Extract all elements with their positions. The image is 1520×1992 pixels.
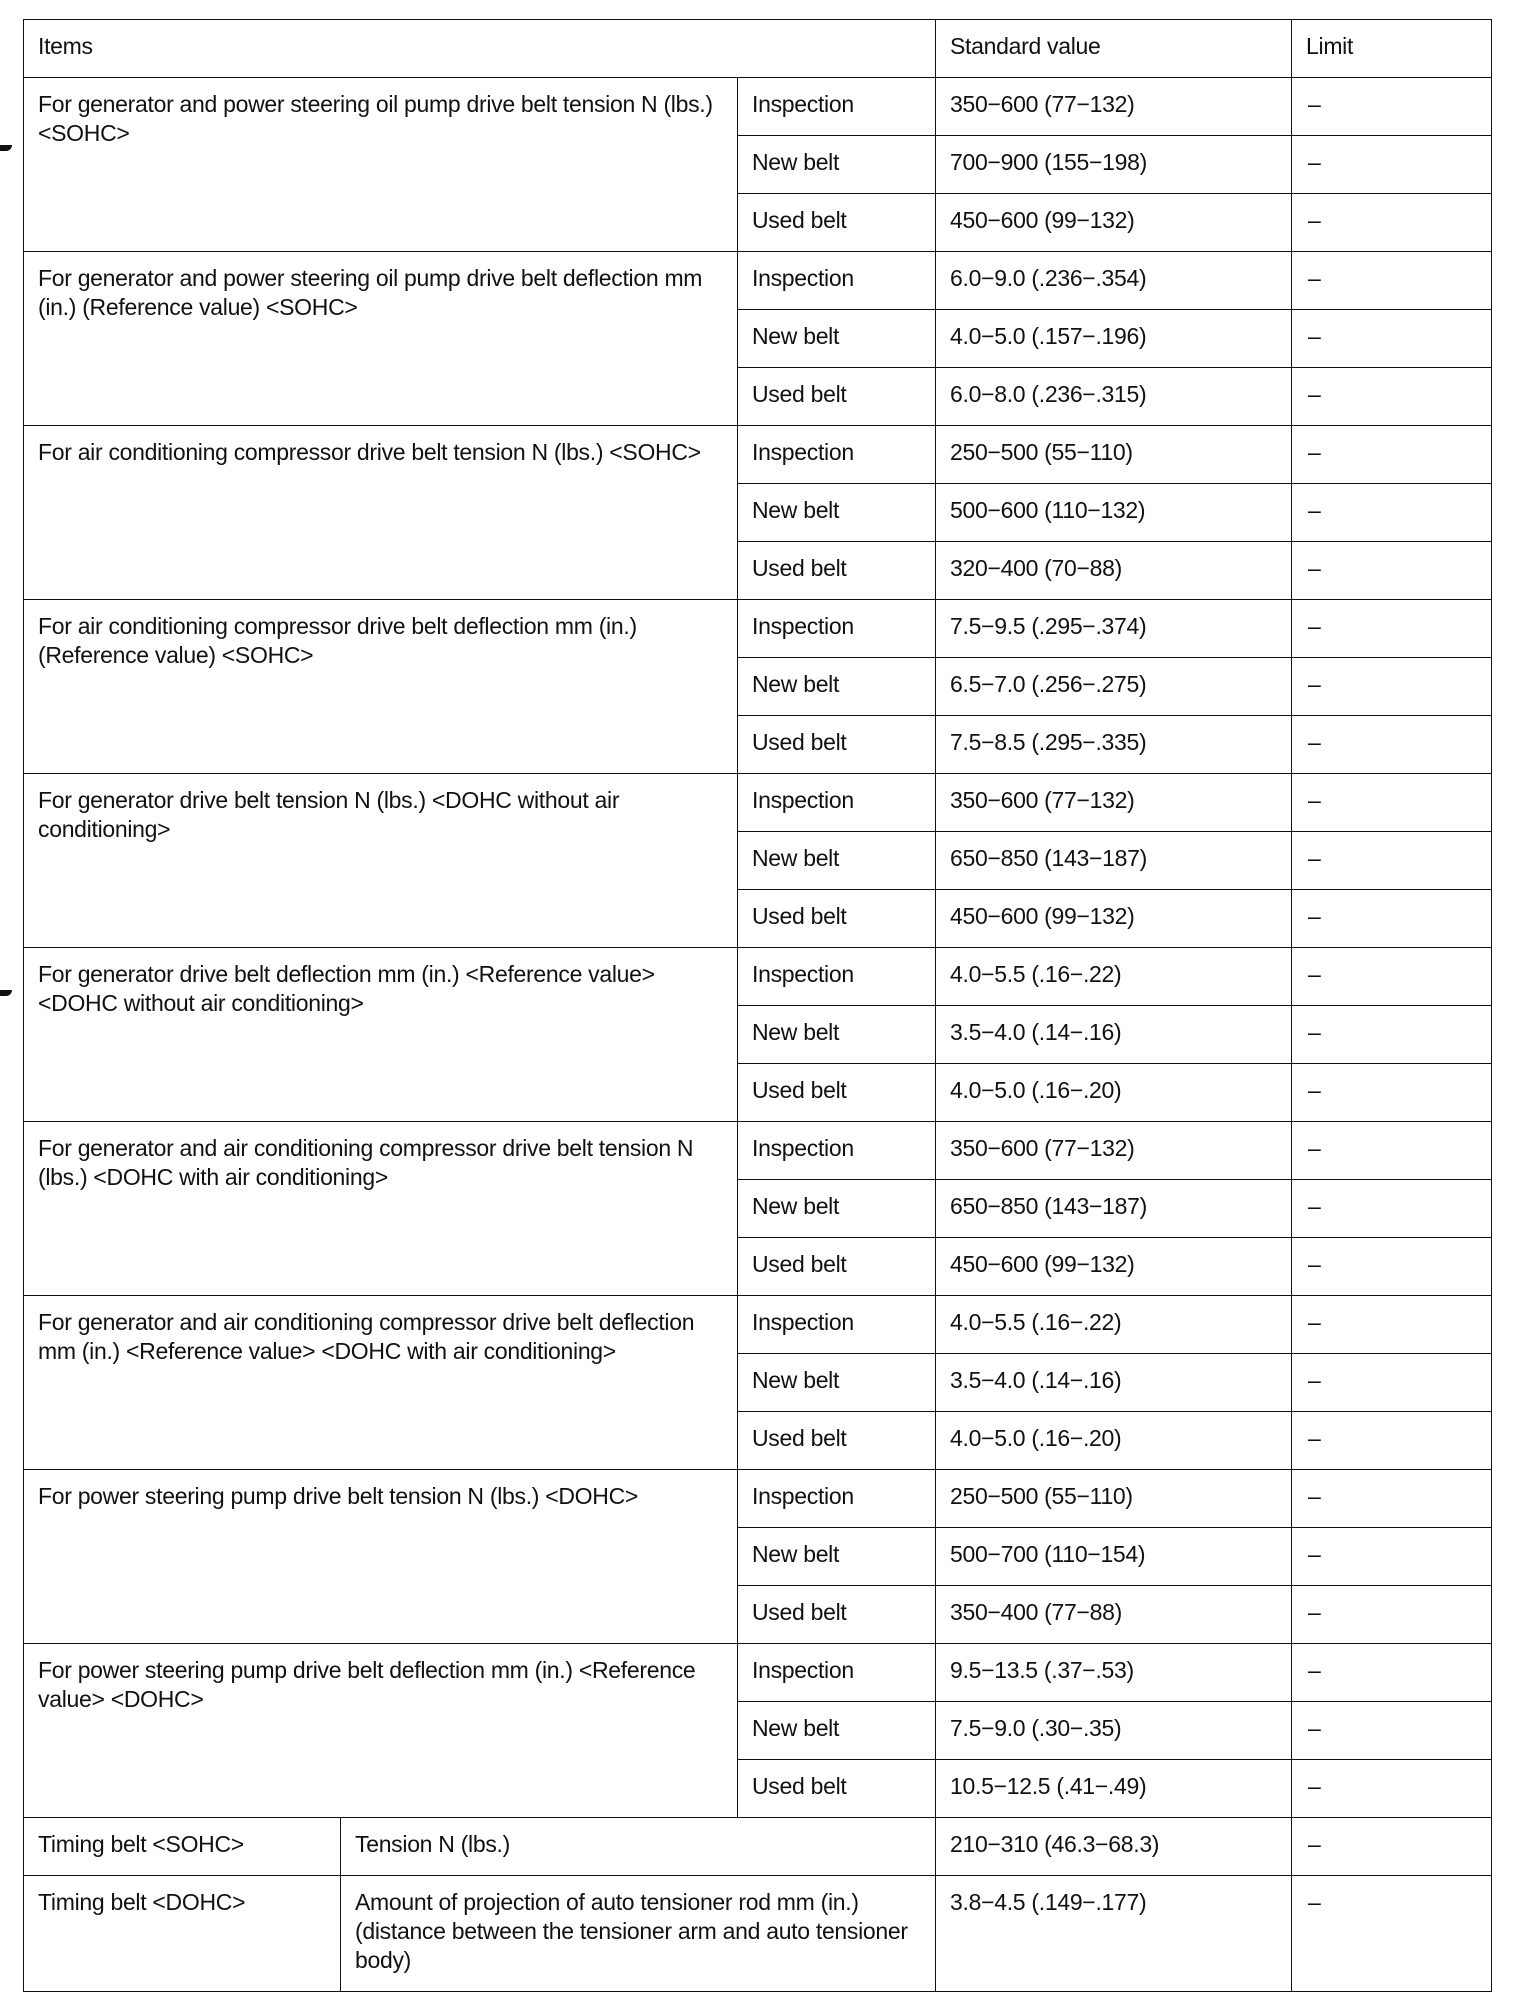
limit-value: – <box>1292 1586 1492 1644</box>
condition-label: New belt <box>738 1702 936 1760</box>
standard-value: 650−850 (143−187) <box>936 832 1292 890</box>
limit-value: – <box>1292 1238 1492 1296</box>
limit-value: – <box>1292 1064 1492 1122</box>
limit-value: – <box>1292 136 1492 194</box>
condition-label: New belt <box>738 136 936 194</box>
condition-label: New belt <box>738 484 936 542</box>
condition-label: Inspection <box>738 948 936 1006</box>
limit-value: – <box>1292 1644 1492 1702</box>
table-row <box>24 426 1492 484</box>
standard-value: 7.5−9.5 (.295−.374) <box>936 600 1292 658</box>
limit-value: – <box>1292 1354 1492 1412</box>
limit-value: – <box>1292 1702 1492 1760</box>
limit-value: – <box>1292 1760 1492 1818</box>
condition-label: Used belt <box>738 368 936 426</box>
limit-value: – <box>1292 716 1492 774</box>
limit-value: – <box>1292 368 1492 426</box>
condition-label: Used belt <box>738 1412 936 1470</box>
limit-value: – <box>1292 1122 1492 1180</box>
condition-label: New belt <box>738 1006 936 1064</box>
limit-value: – <box>1292 1412 1492 1470</box>
header-limit: Limit <box>1292 20 1492 78</box>
condition-label: New belt <box>738 1528 936 1586</box>
condition-label: New belt <box>738 658 936 716</box>
limit-value: – <box>1292 774 1492 832</box>
condition-label: Inspection <box>738 600 936 658</box>
standard-value: 500−700 (110−154) <box>936 1528 1292 1586</box>
standard-value: 6.0−9.0 (.236−.354) <box>936 252 1292 310</box>
item-description: For generator drive belt tension N (lbs.) <DOHC without air conditioning> <box>24 774 738 948</box>
condition-label: Used belt <box>738 1586 936 1644</box>
limit-value: – <box>1292 252 1492 310</box>
item-description: For generator and power steering oil pump drive belt tension N (lbs.) <SOHC> <box>24 78 738 252</box>
standard-value: 7.5−8.5 (.295−.335) <box>936 716 1292 774</box>
item-description: For power steering pump drive belt tension N (lbs.) <DOHC> <box>24 1470 738 1644</box>
standard-value: 450−600 (99−132) <box>936 890 1292 948</box>
table-row <box>24 1818 1492 1876</box>
limit-value: – <box>1292 194 1492 252</box>
limit-value: – <box>1292 600 1492 658</box>
timing-item: Timing belt <DOHC> <box>24 1876 341 1992</box>
item-description: For air conditioning compressor drive belt tension N (lbs.) <SOHC> <box>24 426 738 600</box>
table-row <box>24 774 1492 832</box>
condition-label: Inspection <box>738 426 936 484</box>
condition-label: Used belt <box>738 542 936 600</box>
standard-value: 350−600 (77−132) <box>936 78 1292 136</box>
table-row <box>24 1122 1492 1180</box>
timing-item: Timing belt <SOHC> <box>24 1818 341 1876</box>
standard-value: 7.5−9.0 (.30−.35) <box>936 1702 1292 1760</box>
standard-value: 4.0−5.5 (.16−.22) <box>936 1296 1292 1354</box>
condition-label: Inspection <box>738 1644 936 1702</box>
limit-value: – <box>1292 832 1492 890</box>
limit-value: – <box>1292 484 1492 542</box>
item-description: For air conditioning compressor drive belt deflection mm (in.) (Reference value) <SOHC> <box>24 600 738 774</box>
condition-label: Inspection <box>738 252 936 310</box>
limit-value: – <box>1292 1470 1492 1528</box>
condition-label: Used belt <box>738 716 936 774</box>
condition-label: Inspection <box>738 1470 936 1528</box>
limit-value: – <box>1292 948 1492 1006</box>
table-row <box>24 1470 1492 1528</box>
condition-label: Inspection <box>738 774 936 832</box>
standard-value: 6.0−8.0 (.236−.315) <box>936 368 1292 426</box>
standard-value: 350−600 (77−132) <box>936 774 1292 832</box>
standard-value: 700−900 (155−198) <box>936 136 1292 194</box>
condition-label: Inspection <box>738 78 936 136</box>
condition-label: Inspection <box>738 1296 936 1354</box>
table-row <box>24 252 1492 310</box>
limit-value: – <box>1292 1528 1492 1586</box>
standard-value: 3.8−4.5 (.149−.177) <box>936 1876 1292 1992</box>
margin-mark <box>0 990 12 996</box>
timing-description: Tension N (lbs.) <box>341 1818 936 1876</box>
standard-value: 350−600 (77−132) <box>936 1122 1292 1180</box>
table-row <box>24 1876 1492 1992</box>
limit-value: – <box>1292 1006 1492 1064</box>
item-description: For generator drive belt deflection mm (in.) <Reference value> <DOHC without air conditioning> <box>24 948 738 1122</box>
limit-value: – <box>1292 890 1492 948</box>
standard-value: 4.0−5.5 (.16−.22) <box>936 948 1292 1006</box>
limit-value: – <box>1292 310 1492 368</box>
table-row <box>24 78 1492 136</box>
table-row <box>24 600 1492 658</box>
limit-value: – <box>1292 78 1492 136</box>
table-row <box>24 948 1492 1006</box>
condition-label: Used belt <box>738 1064 936 1122</box>
standard-value: 4.0−5.0 (.16−.20) <box>936 1064 1292 1122</box>
timing-description: Amount of projection of auto tensioner rod mm (in.) (distance between the tensioner arm and auto tensioner body) <box>341 1876 936 1992</box>
standard-value: 3.5−4.0 (.14−.16) <box>936 1354 1292 1412</box>
standard-value: 6.5−7.0 (.256−.275) <box>936 658 1292 716</box>
standard-value: 9.5−13.5 (.37−.53) <box>936 1644 1292 1702</box>
condition-label: New belt <box>738 1180 936 1238</box>
limit-value: – <box>1292 1180 1492 1238</box>
standard-value: 350−400 (77−88) <box>936 1586 1292 1644</box>
standard-value: 250−500 (55−110) <box>936 426 1292 484</box>
margin-mark <box>0 145 12 151</box>
standard-value: 650−850 (143−187) <box>936 1180 1292 1238</box>
standard-value: 4.0−5.0 (.16−.20) <box>936 1412 1292 1470</box>
header-standard-value: Standard value <box>936 20 1292 78</box>
condition-label: New belt <box>738 1354 936 1412</box>
condition-label: Used belt <box>738 1238 936 1296</box>
standard-value: 450−600 (99−132) <box>936 194 1292 252</box>
header-items: Items <box>24 20 936 78</box>
standard-value: 500−600 (110−132) <box>936 484 1292 542</box>
standard-value: 450−600 (99−132) <box>936 1238 1292 1296</box>
limit-value: – <box>1292 426 1492 484</box>
header-row <box>24 20 1492 78</box>
limit-value: – <box>1292 658 1492 716</box>
condition-label: Used belt <box>738 1760 936 1818</box>
limit-value: – <box>1292 542 1492 600</box>
limit-value: – <box>1292 1296 1492 1354</box>
condition-label: New belt <box>738 832 936 890</box>
limit-value: – <box>1292 1876 1492 1992</box>
standard-value: 250−500 (55−110) <box>936 1470 1292 1528</box>
service-specifications-table <box>23 19 1492 1992</box>
item-description: For power steering pump drive belt deflection mm (in.) <Reference value> <DOHC> <box>24 1644 738 1818</box>
standard-value: 210−310 (46.3−68.3) <box>936 1818 1292 1876</box>
standard-value: 10.5−12.5 (.41−.49) <box>936 1760 1292 1818</box>
condition-label: Inspection <box>738 1122 936 1180</box>
table-row <box>24 1296 1492 1354</box>
item-description: For generator and power steering oil pump drive belt deflection mm (in.) (Reference value) <SOHC> <box>24 252 738 426</box>
condition-label: Used belt <box>738 890 936 948</box>
condition-label: New belt <box>738 310 936 368</box>
limit-value: – <box>1292 1818 1492 1876</box>
standard-value: 4.0−5.0 (.157−.196) <box>936 310 1292 368</box>
standard-value: 320−400 (70−88) <box>936 542 1292 600</box>
item-description: For generator and air conditioning compressor drive belt tension N (lbs.) <DOHC with air conditioning> <box>24 1122 738 1296</box>
table-row <box>24 1644 1492 1702</box>
condition-label: Used belt <box>738 194 936 252</box>
standard-value: 3.5−4.0 (.14−.16) <box>936 1006 1292 1064</box>
item-description: For generator and air conditioning compressor drive belt deflection mm (in.) <Reference value> <DOHC with air conditioning> <box>24 1296 738 1470</box>
